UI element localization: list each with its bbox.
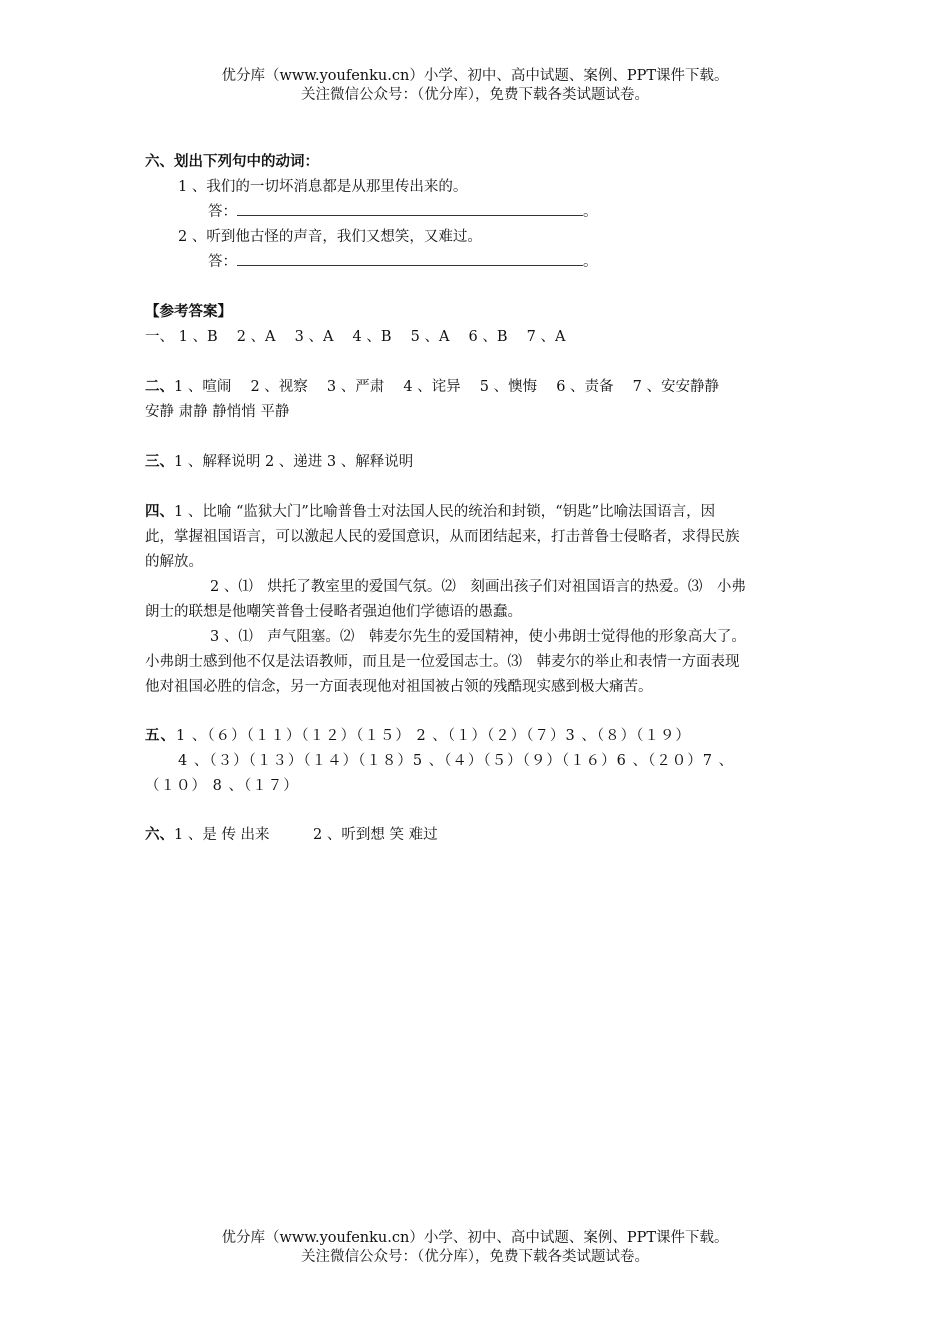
answer-section-6-text: 1 、是 传 出来 2 、听到想 笑 难过	[174, 827, 438, 843]
footer-line-1: 优分库（www.youfenku.cn）小学、初中、高中试题、案例、PPT课件下载。	[221, 1230, 729, 1246]
answer-section-5-line-1	[145, 724, 691, 748]
answer-section-2-line-1	[145, 375, 719, 399]
page-header	[0, 67, 950, 105]
answer-section-2-label: 二、	[145, 378, 174, 395]
answer-section-2-text: 1 、喧闹 2 、视察 3 、严肃 4 、诧异 5 、懊悔 6 、责备 7 、安安静静	[174, 379, 719, 395]
answer-period-2: 。	[583, 254, 598, 270]
footer-line-2: 关注微信公众号：（优分库），免费下载各类试题试卷。	[301, 1249, 649, 1265]
answer-section-5-label: 五、	[145, 727, 176, 744]
answer-label-1: 答：	[208, 204, 237, 220]
answer-section-4-line-2: 此，掌握祖国语言，可以激起人民的爱国意识，从而团结起来，打击普鲁士侵略者，求得民族	[145, 529, 740, 545]
question-1: 1 、我们的一切坏消息都是从那里传出来的。	[178, 179, 468, 195]
section-6-title: 六、划出下列句中的动词：	[145, 153, 319, 170]
header-line-2: 关注微信公众号：（优分库），免费下载各类试题试卷。	[301, 87, 649, 103]
answer-section-3	[145, 450, 413, 474]
answer-section-3-text: 1 、解释说明 2 、递进 3 、解释说明	[174, 454, 414, 470]
question-2: 2 、听到他古怪的声音，我们又想笑，又难过。	[178, 229, 482, 245]
answer-section-5-line-2: 4 、（３）（１３）（１４）（１８）5 、（４）（５）（９）（１６）6 、（２０）7 、	[178, 753, 735, 769]
answer-section-4-line-3: 的解放。	[145, 554, 203, 570]
answer-section-4-label: 四、	[145, 503, 174, 520]
answer-section-4-line-7: 小弗朗士感到他不仅是法语教师，而且是一位爱国志士。⑶ 韩麦尔的举止和表情一方面表现	[145, 654, 740, 670]
answer-line-1	[208, 200, 598, 224]
answer-section-2-line-2: 安静 肃静 静悄悄 平静	[145, 404, 290, 420]
answer-section-6-label: 六、	[145, 826, 174, 843]
answer-period-1: 。	[583, 204, 598, 220]
answer-blank-1	[237, 201, 583, 216]
answer-label-2: 答：	[208, 254, 237, 270]
answer-section-4-text-1: 1 、比喻 “监狱大门”比喻普鲁士对法国人民的统治和封锁，“钥匙”比喻法国语言，因	[174, 504, 716, 520]
answer-section-4-line-6: 3 、⑴ 声气阻塞。⑵ 韩麦尔先生的爱国精神，使小弗朗士觉得他的形象高大了。	[210, 629, 746, 645]
answer-section-4-line-4: 2 、⑴ 烘托了教室里的爱国气氛。⑵ 刻画出孩子们对祖国语言的热爱。⑶ 小弗	[210, 579, 746, 595]
answer-section-6	[145, 823, 438, 847]
answer-section-5-text-1: 1 、（６）（１１）（１２）（１５） 2 、（１）（２）（７）3 、（８）（１９）	[176, 728, 691, 744]
answer-section-5-line-3: （１０） 8 、（１７）	[145, 778, 299, 794]
answer-section-4-line-1	[145, 500, 715, 524]
answer-section-1: 一、 1 、B 2 、A 3 、A 4 、B 5 、A 6 、B 7 、A	[145, 329, 566, 345]
header-line-1: 优分库（www.youfenku.cn）小学、初中、高中试题、案例、PPT课件下载。	[221, 68, 729, 84]
answer-section-3-label: 三、	[145, 453, 174, 470]
answer-blank-2	[237, 251, 583, 266]
answers-title: 【参考答案】	[145, 303, 232, 320]
answer-section-4-line-5: 朗士的联想是他嘲笑普鲁士侵略者强迫他们学德语的愚蠢。	[145, 604, 522, 620]
answer-line-2	[208, 250, 598, 274]
page-footer	[0, 1229, 950, 1267]
answer-section-4-line-8: 他对祖国必胜的信念，另一方面表现他对祖国被占领的残酷现实感到极大痛苦。	[145, 679, 653, 695]
